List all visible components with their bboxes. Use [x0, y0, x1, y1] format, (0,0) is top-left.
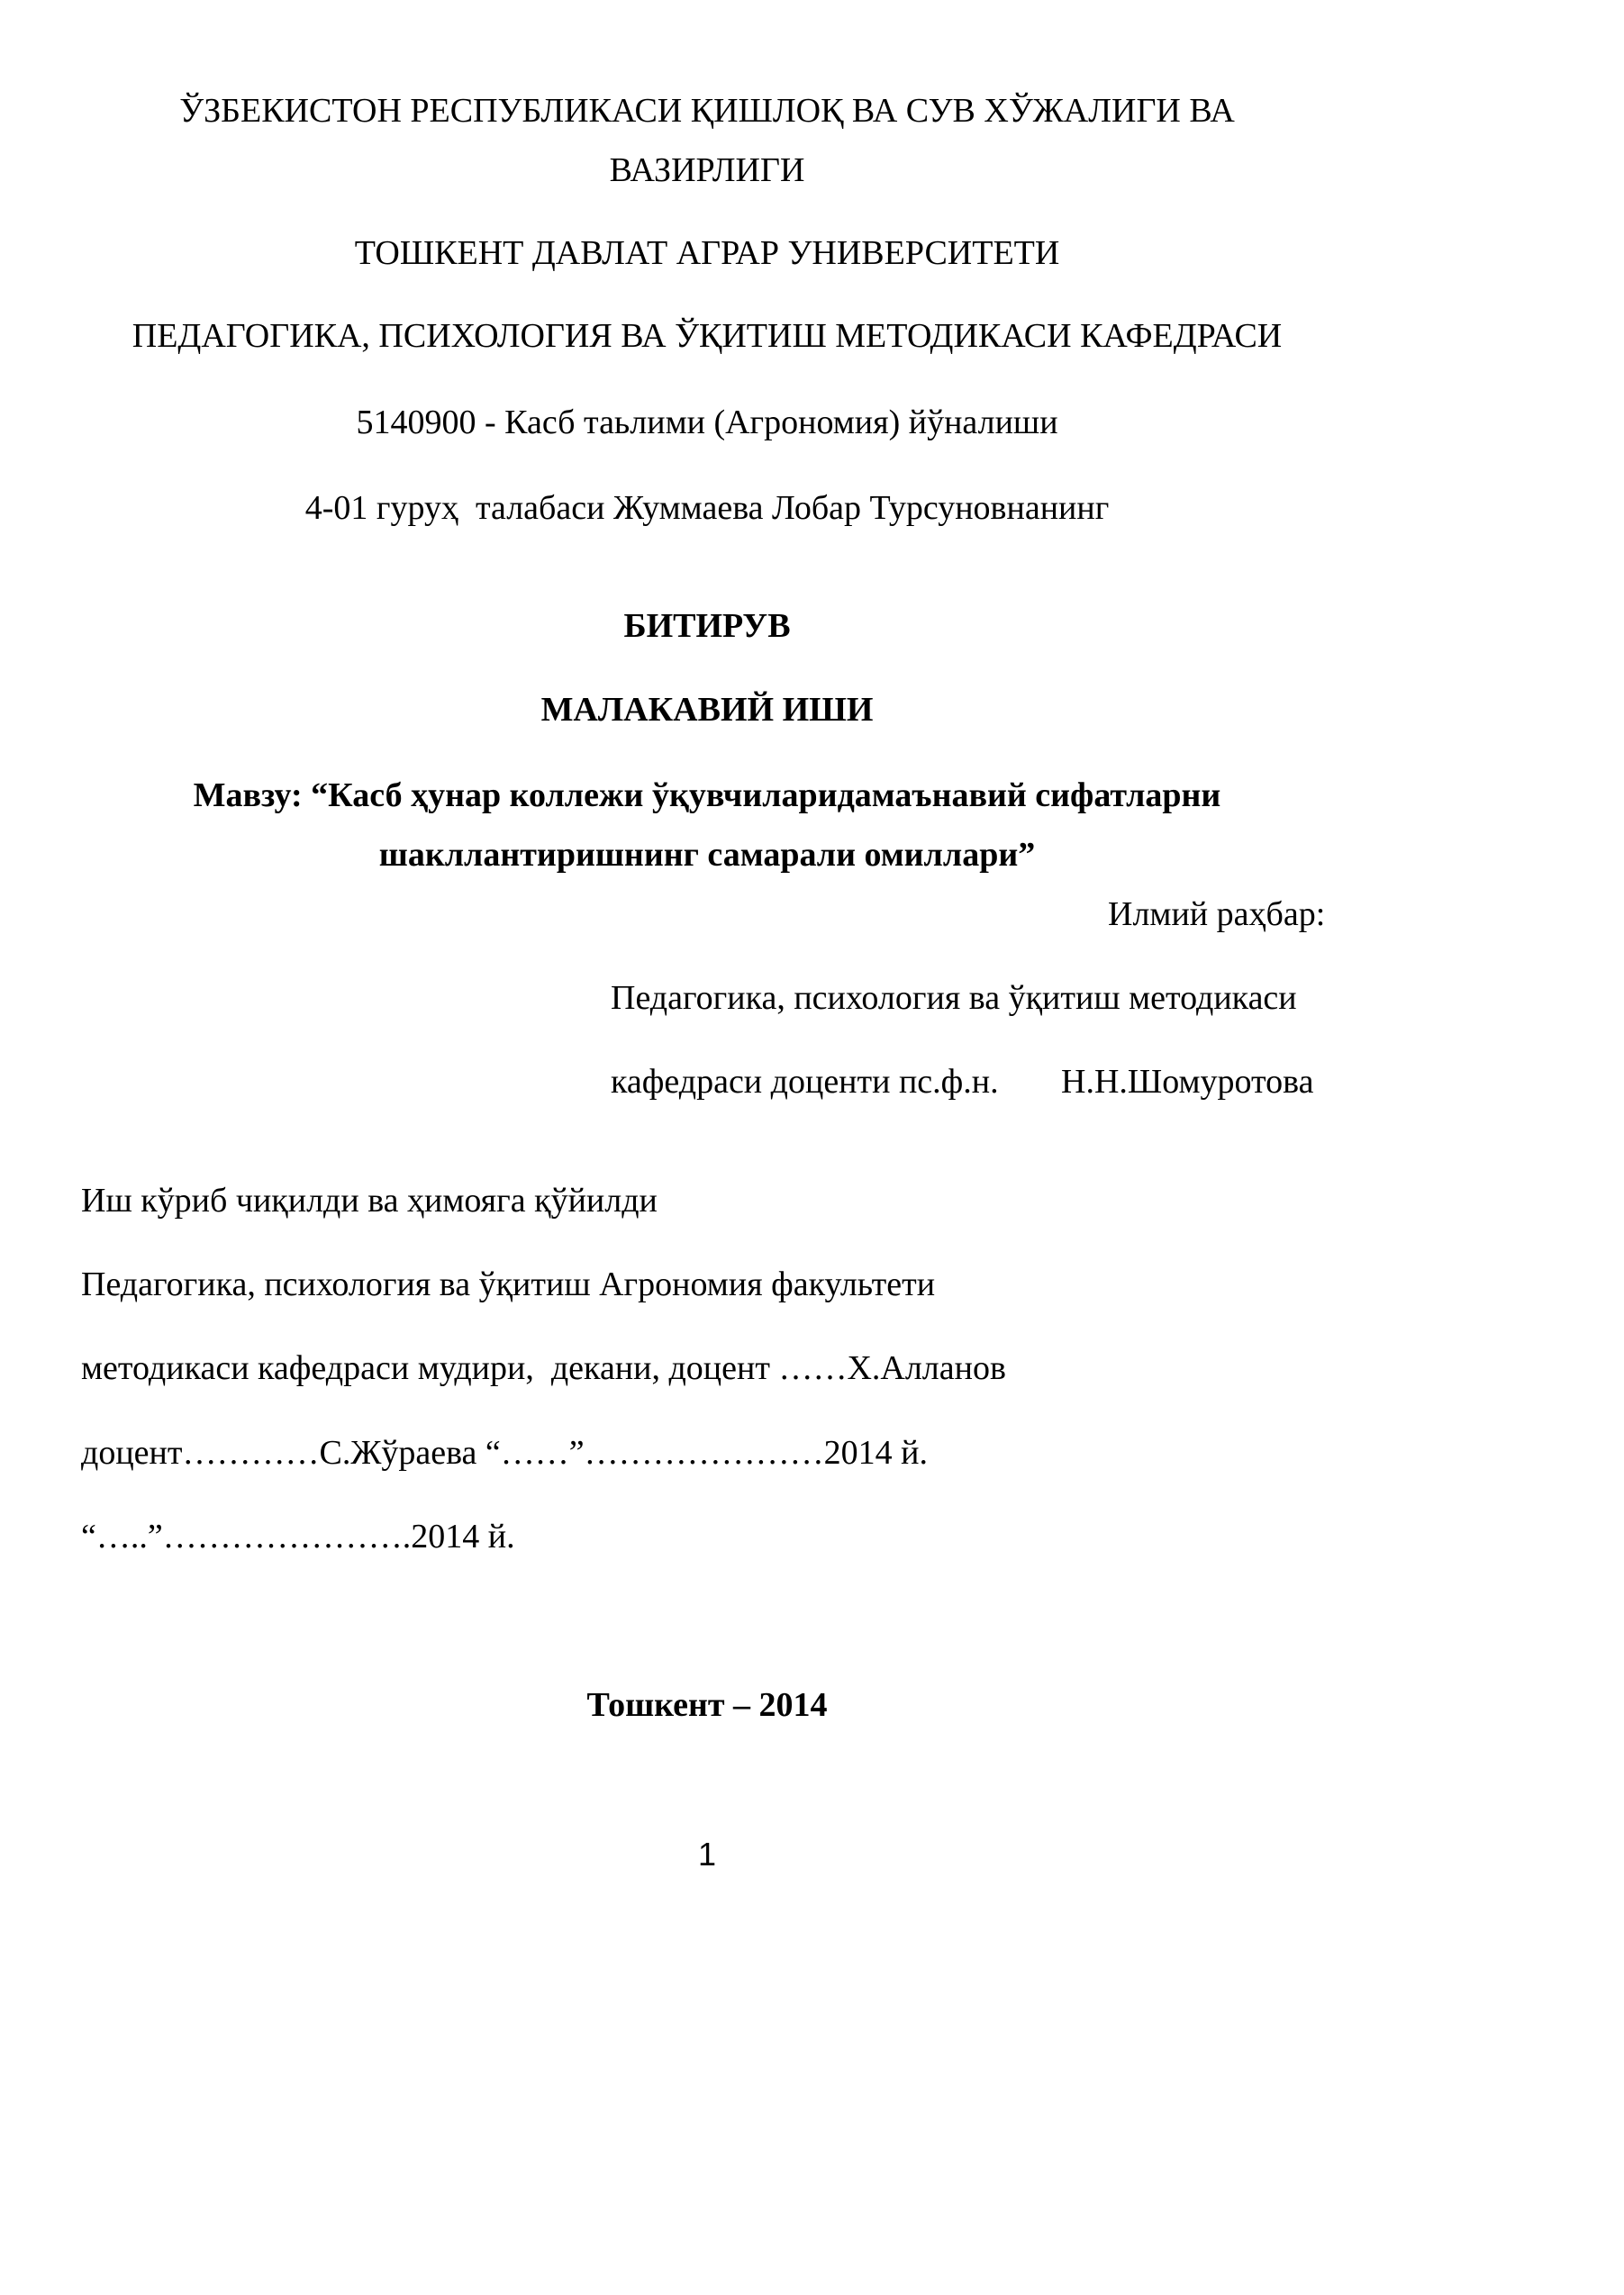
approval-line-1: Иш кўриб чиқилди ва ҳимояга қўйилди — [81, 1182, 658, 1220]
approval-line-4: доцент…………С.Жўраева “……”…………………2014 й. — [81, 1434, 928, 1472]
ministry-line-2: ВАЗИРЛИГИ — [609, 151, 805, 189]
approval-line-3: методикаси кафедраси мудири, декани, доцент ……Х.Алланов — [81, 1349, 1006, 1387]
title-line-2: МАЛАКАВИЙ ИШИ — [540, 691, 874, 729]
specialty-line: 5140900 - Касб таьлими (Агрономия) йўналиши — [356, 404, 1058, 441]
student-line: 4-01 гуруҳ талабаси Жуммаева Лобар Турсуновнанинг — [304, 489, 1110, 527]
supervisor-line-1: Педагогика, психология ва ўқитиш методикаси — [611, 979, 1297, 1017]
university-name: ТОШКЕНТ ДАВЛАТ АГРАР УНИВЕРСИТЕТИ — [354, 234, 1060, 272]
ministry-line-1: ЎЗБЕКИСТОН РЕСПУБЛИКАСИ ҚИШЛОҚ ВА СУВ ХЎЖАЛИГИ ВА — [179, 92, 1235, 130]
approval-line-5: “…..”………………….2014 й. — [81, 1518, 515, 1556]
city-year: Тошкент – 2014 — [586, 1686, 828, 1724]
department-name: ПЕДАГОГИКА, ПСИХОЛОГИЯ ВА ЎҚИТИШ МЕТОДИКАСИ КАФЕДРАСИ — [132, 317, 1283, 355]
supervisor-label: Илмий раҳбар: — [1108, 895, 1326, 933]
supervisor-name: Н.Н.Шомуротова — [1061, 1063, 1314, 1101]
title-line-1: БИТИРУВ — [623, 607, 791, 645]
page-number: 1 — [697, 1836, 717, 1873]
topic-line-2: шакллантиришнинг самарали омиллари” — [378, 836, 1036, 874]
supervisor-position: кафедраси доценти пс.ф.н. — [611, 1063, 999, 1101]
topic-line-1: Мавзу: “Касб ҳунар коллежи ўқувчиларидамаънавий сифатларни — [193, 776, 1221, 814]
approval-line-2: Педагогика, психология ва ўқитиш Агрономия факультети — [81, 1265, 936, 1303]
